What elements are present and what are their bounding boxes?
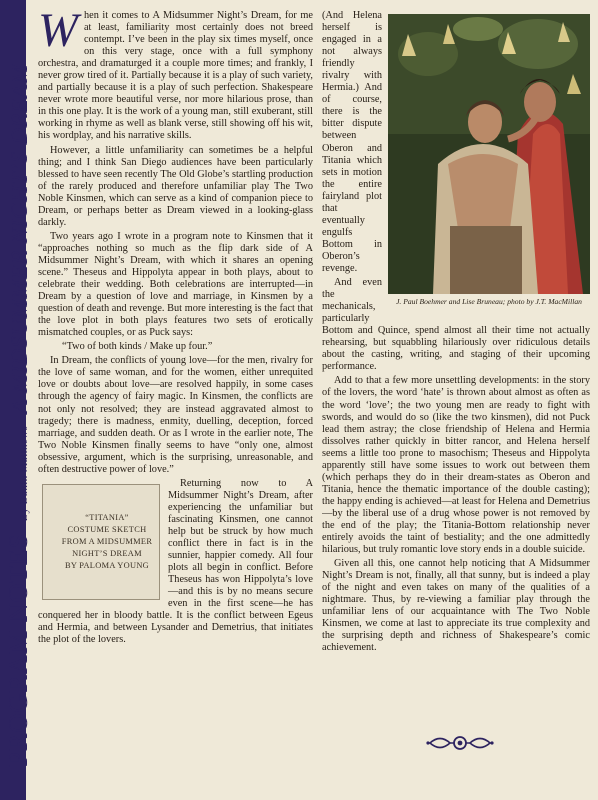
photo-caption: J. Paul Boehmer and Lise Bruneau; photo by J.T. MacMillan xyxy=(388,294,590,310)
costume-line-2: COSTUME SKETCH xyxy=(67,524,147,534)
costume-line-5: BY PALOMA YOUNG xyxy=(64,560,150,570)
paragraph-5-text: Returning now to A Midsummer Night’s Dream, after experiencing the unfamiliar but fascinating Kinsmen, one cannot help but be struck by how much conflict there in fact is in the sunnier, happier comedy. All four plots all begin in conflict. Before Theseus has won Hippolyta’s love—and this is by no means secure even in the first scene—he has conquered her in bloody battle. It is the conflict between Egeus and Hermia, and between Lysander and Demetrius, that initiates the plot of the lovers. xyxy=(38,477,313,646)
costume-line-4: NIGHT’S DREAM xyxy=(72,548,142,558)
photo-illustration xyxy=(388,14,590,294)
puck-quote: “Two of both kinds / Make up four.” xyxy=(62,341,213,353)
drop-cap: W xyxy=(38,10,78,57)
paragraph-1 xyxy=(38,10,313,143)
ornament-icon xyxy=(426,732,494,754)
left-column xyxy=(38,10,313,748)
section-title: PROGRAM NOTES xyxy=(3,533,33,767)
paragraph-8: Add to that a few more unsettling developments: in the story of the lovers, the word ‘hate’ is thrown about almost as often as the word ‘love’; the two young men are ready to fight with swords, and would do so (like the two kinsmen), did not Puck lead them astray; the close friendship of Helena and Hermia dissolves rather quickly in bitter rancor, and Helena herself seems a little too prone to masochism; Theseus and Hippolyta apparently still have some issues to work out between them (which perhaps they do in their dream-states as Oberon and Titania, hence the thematic importance of the double casting); the happy ending is achieved—at least for Helena and Demetrius—by the liberal use of a drug whose power is not removed by the end of the play; the Titania-Bottom relationship never entirely avoids the taint of bestiality; and the one admittedly hilarious, but truly romantic love story ends in a double suicide. xyxy=(322,375,590,556)
paragraph-3: Two years ago I wrote in a program note to Kinsmen that it “approaches nothing so much as the flip dark side of A Midsummer Night’s Dream, with which it shares an opening scene.” Theseus and Hippolyta appear in both plays, about to celebrate their wedding. Both celebrations are interrupted—in Dream by a question of love and marriage, in Kinsmen by a question of death and revenge. But more interesting is the fact that the love plot in both plays features two sets of erotically mismatched couples, or as Puck says: xyxy=(38,230,313,339)
paragraph-6: (And Helena herself is engaged in a not always friendly rivalry with Hermia.) And of course, there is the bitter dispute between Oberon and Titania which sets in motion the entire fairyland plot that eventually engulfs Bottom in Oberon’s revenge. xyxy=(322,10,382,274)
byline: By Dakin Matthews xyxy=(18,425,30,522)
vertical-title xyxy=(3,33,33,767)
right-column xyxy=(322,10,590,762)
paragraph-4: In Dream, the conflicts of young love—for the men, rivalry for the love of same woman, and for the women, either unrequited love or doubts about love—are resolved happily, in some cases through the agency of fairy magic. In Kinsmen, the conflicts are not only not resolved; they are instead aggravated almost to tragedy; there is madness, enmity, duelling, deception, forced marriage, and sudden death. Or as I wrote in the earlier note, The Two Noble Kinsmen finally seems to have “only one, almost obsessive, argument, which is the surprising, unreasonable, and often destructive power of love.” xyxy=(38,355,313,475)
production-photo xyxy=(388,14,590,310)
paragraph-9: Given all this, one cannot help noticing that A Midsummer Night’s Dream is not, finally, all that sunny, but is indeed a play of the night and even takes on many of the qualities of a nightmare. Thus, by re-viewing a familiar play through the unfamiliar lens of our acquaintance with The Two Noble Kinsmen, we come at last to appreciate its true complexity and the surprising depth and richness of Shakespeare’s comic achievement. xyxy=(322,558,590,654)
costume-line-1: “TITANIA” xyxy=(85,512,129,522)
paragraph-7: And even the mechanicals, particularly Bottom and Quince, spend almost all their time not actually rehearsing, but squabbling hilariously over ridiculous details about the casting, writing, and staging of their upcoming performance. xyxy=(322,277,590,373)
play-title: A MIDSUMMER NIGHT’S DREAM xyxy=(7,63,32,414)
paragraph-5 xyxy=(38,478,313,647)
paragraph-2: However, a little unfamiliarity can sometimes be a helpful thing; and I think San Diego audiences have been particularly blessed to have seen recently The Old Globe’s startling production of the rarely produced and therefore unfamiliar play The Two Noble Kinsmen, which can serve as a kind of companion piece to Dream, or perhaps better as Dream viewed in a looking-glass darkly. xyxy=(38,144,313,228)
costume-line-3: FROM A MIDSUMMER xyxy=(61,536,153,546)
paragraph-1-text: hen it comes to A Midsummer Night’s Dream, for me at least, familiarity most certainly does not breed contempt. I’ve been in the play six times myself, once on this very stage, once with a full symphony orchestra, and dramaturged it a couple more times; and frankly, I never grow tired of it. Partially because it is a play of such variety, and partially because it is a play of such perfection. Shakespeare never wrote more beautiful verse, nor more hilarious prose, than in this one play. It is the work of a young man, still exuberant, still working in rhyme as well as blank verse, still showing off his wit, his wordplay, and his narrative skills. xyxy=(38,10,313,142)
costume-sketch-box xyxy=(42,484,160,600)
